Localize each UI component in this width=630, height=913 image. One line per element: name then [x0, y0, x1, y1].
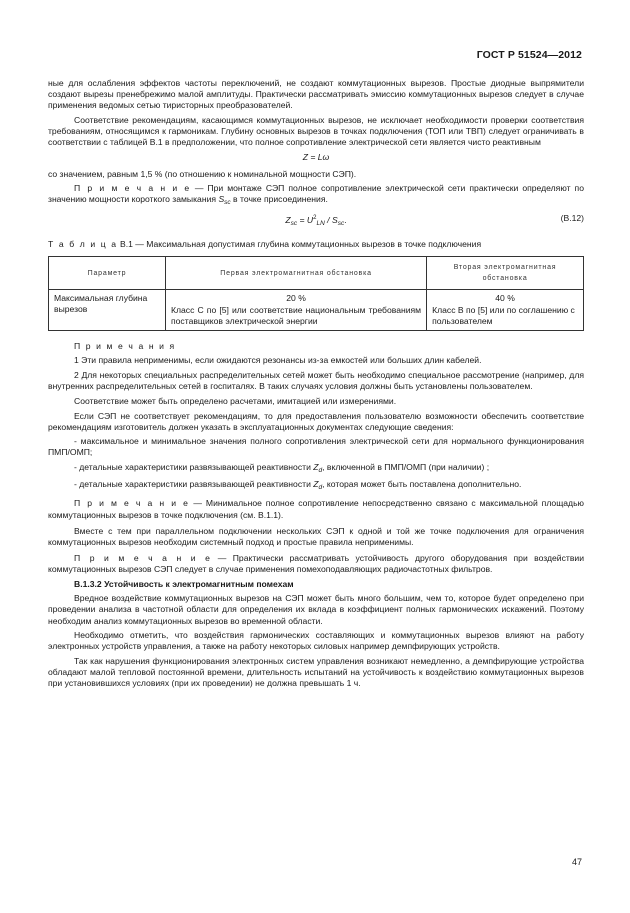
note-text: — Практически рассматривать устойчивость другого оборудования при воздействии коммутационных вырезов СЭП следует в случае применения помехоподавляющих радиочастотных фильтров.	[48, 553, 584, 575]
note-immunity-other	[48, 553, 584, 575]
paragraph: Так как нарушения функционирования электронных систем управления возникают немедленно, а демпфирующие устройства обладают малой тепловой постоянной времени, длительность испытаний на устойчивость к воздействию коммутационных вырезов при установившихся условиях (при их проведении) не должна превышать 1 ч.	[48, 655, 584, 688]
note-min-impedance	[48, 498, 584, 520]
list-item	[48, 462, 584, 476]
page-content	[48, 78, 584, 692]
note-item: 1 Эти правила неприменимы, если ожидаются резонансы из-за емкостей или больших длин кабелей.	[74, 355, 482, 366]
note-label: П р и м е ч а н и е	[74, 183, 191, 194]
list-item	[48, 479, 584, 493]
paragraph: Вместе с тем при параллельном подключении нескольких СЭП к одной и той же точке подключения для ограничения коммутационных вырезов необходим системный подход и простые правила неприменимы.	[48, 525, 584, 547]
table-header-cell: Вторая электромагнитная обстановка	[427, 257, 584, 290]
second-env-percent: 40 %	[495, 293, 515, 303]
note-short-circuit	[48, 183, 584, 208]
list-item-pre: - детальные характеристики развязывающей реактивности	[74, 479, 314, 490]
document-id-header: ГОСТ Р 51524—2012	[476, 49, 582, 61]
note-label: П р и м е ч а н и е	[74, 553, 212, 564]
note-symbol-sub: sc	[224, 199, 231, 207]
notes-title: П р и м е ч а н и я	[74, 341, 176, 351]
formula-sub2: LN	[316, 219, 325, 227]
notch-depth-table	[48, 256, 584, 331]
paragraph: Соответствие рекомендациям, касающимся коммутационных вырезов, не исключает необходимости проверки соответствия требованиям, относящимся к гармоникам. Глубину основных вырезов в точках подключения (ТОП или ТВП) следует ограничивать в соответствии с таблицей В.1 в предположении, что полное сопротивление электрической сети является чисто реактивным	[48, 114, 584, 148]
table-header-cell: Параметр	[49, 257, 166, 290]
first-env-text: Класс С по [5] или соответствие национальным требованиям поставщиков электрической энергии	[171, 305, 422, 326]
note-text: — Минимальное полное сопротивление непосредственно связано с максимальной площадью коммутационных вырезов в точке подключения (см. В.1.1).	[48, 498, 584, 520]
section-heading: В.1.3.2 Устойчивость к электромагнитным помехам	[74, 578, 294, 589]
formula-number: (В.12)	[560, 212, 584, 223]
formula-lhs-sub: sc	[290, 219, 298, 227]
note-text-post: в точке присоединения.	[230, 194, 328, 205]
second-env-text: Класс В по [5] или по соглашению с пользователем	[432, 305, 575, 326]
formula-b12	[48, 213, 584, 229]
paragraph: Необходимо отметить, что воздействия гармонических составляющих и коммутационных вырезов влияют на работу электронных устройств управления, а также на работу некоторых силовых например демпфирующих устройств.	[48, 629, 584, 652]
table-caption-text: В.1 — Максимальная допустимая глубина коммутационных вырезов в точке подключения	[117, 238, 482, 249]
list-item-post: , включенной в ПМП/ОМП (при наличии) ;	[322, 461, 490, 472]
paragraph: со значением, равным 1,5 % (по отношению к номинальной мощности СЭП).	[48, 168, 357, 179]
table-cell-first	[166, 290, 427, 331]
note-symbol: S	[218, 194, 225, 205]
list-item-pre: - детальные характеристики развязывающей реактивности	[74, 461, 314, 472]
table-cell-second	[427, 290, 584, 331]
list-item-symbol: Z	[313, 479, 319, 490]
table-row	[49, 290, 584, 331]
formula-end: .	[344, 214, 347, 225]
paragraph: ные для ослабления эффектов частоты переключений, не создают коммутационных вырезов. Простые диодные выпрямители создают вырезы пренебрежимо малой амплитуды. Практически рассматривать эмиссию коммутационных вырезов следует в случае применения ведомых сетью тиристорных преобразователей.	[48, 78, 584, 111]
note-text-pre: — При монтаже СЭП полное сопротивление электрической сети практически определяют по значению мощности короткого замыкания	[48, 183, 584, 205]
first-env-percent: 20 %	[286, 293, 306, 303]
table-caption-label: Т а б л и ц а	[48, 238, 118, 249]
formula-div: / S	[324, 214, 338, 225]
table-caption	[48, 239, 584, 250]
formula-lhs: Z	[285, 214, 291, 225]
formula-sub3: sc	[337, 219, 345, 227]
note-label: П р и м е ч а н и е	[74, 498, 190, 509]
formula-eq: = U	[297, 214, 314, 225]
list-item-symbol: Z	[313, 461, 319, 472]
paragraph: Вредное воздействие коммутационных вырезов на СЭП может быть много большим, чем то, которое будет определено при проведении анализа в частотной области для определения их вклада в коэффициент полных гармонических искажений. Поэтому необходим анализ коммутационных вырезов во временной области.	[48, 593, 584, 626]
formula-sup: 2	[313, 214, 317, 221]
list-item-post: , которая может быть поставлена дополнительно.	[322, 479, 522, 490]
list-item: - максимальное и минимальное значения полного сопротивления электрической сети для нормального функционирования ПМП/ОМП;	[48, 436, 584, 458]
formula-impedance: Z = Lω	[302, 151, 330, 162]
paragraph: Соответствие может быть определено расчетами, имитацией или измерениями.	[74, 396, 397, 407]
paragraph: Если СЭП не соответствует рекомендациям, то для предоставления пользователю возможности обеспечить соответствие рекомендациям изготовитель должен указать в эксплуатационных документах следующие сведения:	[48, 410, 584, 432]
page-number: 47	[571, 857, 582, 867]
note-item: 2 Для некоторых специальных распределительных сетей может быть необходимо специальное рассмотрение (например, для внутренних распределительных сетей в госпиталях. В таких случаях условия должны быть установлены пользователем.	[48, 369, 584, 391]
list-item-sub: d	[318, 484, 323, 492]
list-item-sub: d	[318, 466, 323, 474]
table-header-row	[49, 257, 584, 290]
table-header-cell: Первая электромагнитная обстановка	[166, 257, 427, 290]
table-cell-param: Максимальная глубина вырезов	[49, 290, 166, 331]
